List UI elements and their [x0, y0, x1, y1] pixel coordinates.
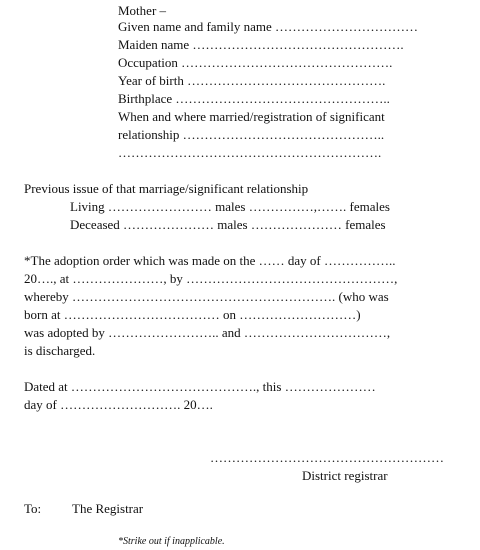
previous-issue-deceased: Deceased ………………… males ………………… females — [70, 217, 386, 232]
adoption-line-4: born at ……………………………… on ………………………) — [24, 307, 361, 322]
signature-title: District registrar — [302, 468, 388, 483]
mother-occupation-field: Occupation …………………………………………. — [118, 55, 393, 70]
adoption-line-3: whereby ……………………………………………………. (who was — [24, 289, 389, 304]
adoption-line-2: 20…., at …………………, by …………………………………………, — [24, 271, 398, 286]
mother-married-line-2: relationship ……………………………………….. — [118, 127, 385, 142]
adoption-line-5: was adopted by …………………….. and ……………………………, — [24, 325, 391, 340]
mother-married-line-1: When and where married/registration of significant — [118, 109, 385, 124]
signature-dots: ……………………………………………… — [210, 450, 444, 465]
footnote: *Strike out if inapplicable. — [118, 536, 225, 547]
mother-given-name-field: Given name and family name …………………………… — [118, 19, 419, 34]
dated-line-2: day of ………………………. 20…. — [24, 397, 213, 412]
mother-maiden-name-field: Maiden name …………………………………………. — [118, 37, 404, 52]
mother-year-of-birth-field: Year of birth ………………………………………. — [118, 73, 386, 88]
mother-birthplace-field: Birthplace ………………………………………….. — [118, 91, 390, 106]
mother-married-line-3: ……………………………………………………. — [118, 145, 382, 160]
adoption-line-1: *The adoption order which was made on the …… day of …………….. — [24, 253, 396, 268]
to-label: To: — [24, 501, 42, 516]
dated-line-1: Dated at ……………………………………., this ………………… — [24, 379, 376, 394]
mother-heading: Mother – — [118, 3, 167, 18]
adoption-line-6: is discharged. — [24, 343, 96, 358]
previous-issue-living: Living …………………… males ……………,……. females — [70, 199, 390, 214]
to-recipient: The Registrar — [72, 501, 144, 516]
previous-issue-heading: Previous issue of that marriage/significant relationship — [24, 181, 309, 196]
